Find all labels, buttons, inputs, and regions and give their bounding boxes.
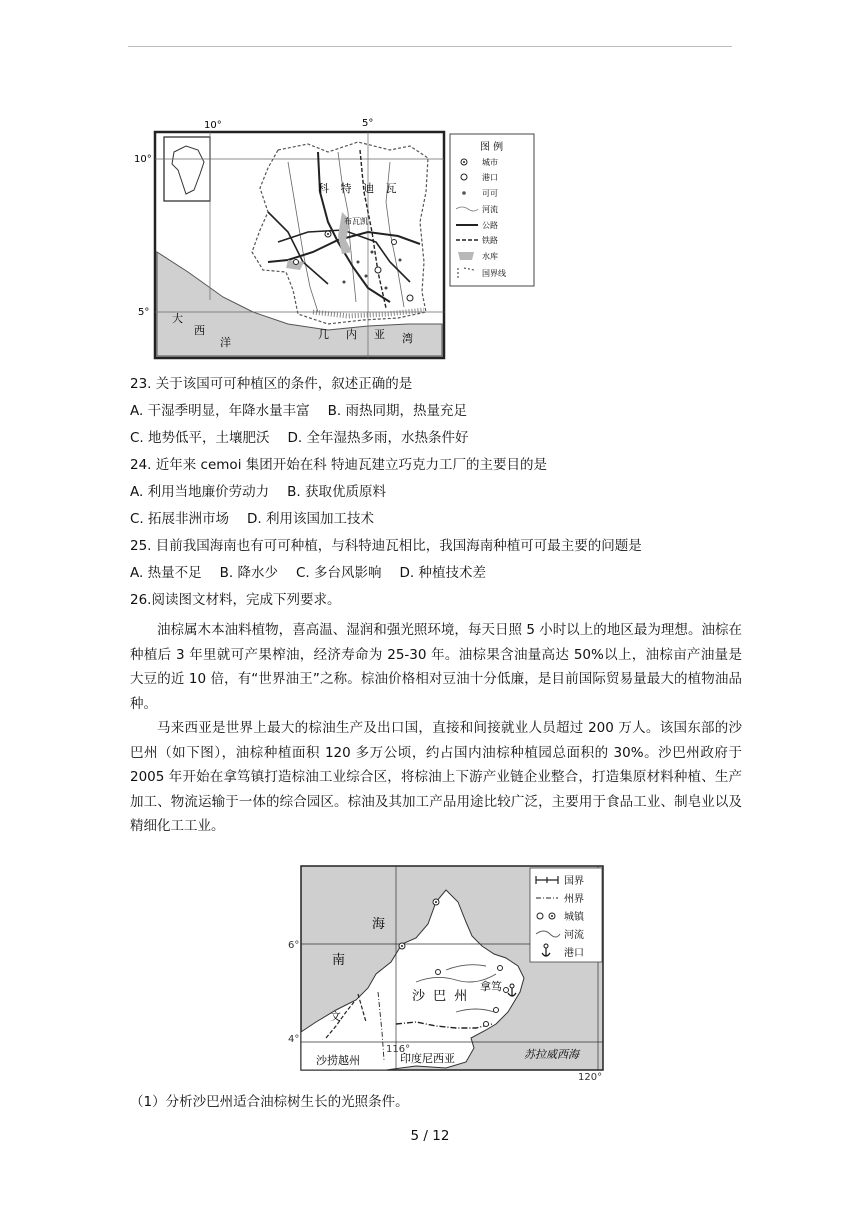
gulf-char: 亚	[374, 328, 385, 341]
brunei-label: 文	[330, 1010, 341, 1023]
q24-option-a[interactable]: A. 利用当地廉价劳动力	[130, 484, 270, 500]
q23-option-a[interactable]: A. 干湿季明显，年降水量丰富	[130, 403, 310, 419]
lat-label-6: 6°	[288, 940, 300, 951]
lahad-datu-label: 拿笃	[480, 980, 502, 993]
sabah-label: 沙 巴 州	[412, 989, 470, 1004]
legend-town: 城镇	[564, 912, 584, 923]
q23-options-row2	[130, 428, 487, 448]
q25-option-b[interactable]: B. 降水少	[219, 565, 278, 581]
sub-question-1: （1）分析沙巴州适合油棕树生长的光照条件。	[130, 1094, 409, 1110]
legend-railway: 铁路	[482, 236, 498, 245]
ocean-char: 大	[172, 312, 183, 325]
q24-options-row1	[130, 482, 404, 502]
q25-stem: 25. 目前我国海南也有可可种植，与科特迪瓦相比，我国海南种植可可最主要的问题是	[130, 538, 642, 554]
q23-option-c[interactable]: C. 地势低平，土壤肥沃	[130, 430, 270, 446]
q24-stem: 24. 近年来 cemoi 集团开始在科 特迪瓦建立巧克力工厂的主要目的是	[130, 457, 548, 473]
legend-title: 图 例	[480, 142, 504, 153]
gulf-char: 内	[346, 328, 357, 341]
sarawak-label: 沙捞越州	[316, 1054, 360, 1067]
lon-label-120: 120°	[578, 1072, 603, 1083]
country-label: 科 特 迪 瓦	[318, 182, 401, 195]
legend-cocoa: 可可	[482, 189, 498, 198]
header-rule	[128, 46, 732, 47]
south-sea-char: 海	[372, 917, 386, 932]
q25-option-d[interactable]: D. 种植技术差	[399, 565, 486, 581]
q23-stem: 23. 关于该国可可种植区的条件，叙述正确的是	[130, 376, 413, 392]
south-sea-char: 南	[332, 953, 346, 968]
legend-city: 城市	[482, 158, 498, 167]
ocean-char: 西	[194, 324, 205, 337]
legend-border: 国界线	[482, 269, 506, 278]
q25-option-c[interactable]: C. 多台风影响	[295, 565, 382, 581]
legend-national-border: 国界	[564, 876, 584, 887]
legend-reservoir: 水库	[482, 252, 498, 261]
sulu-sea-label: 苏拉威西海	[524, 1048, 579, 1061]
capital-label: 布瓦凯	[344, 217, 368, 226]
material-paragraph-1: 油棕属木本油料植物，喜高温、湿润和强光照环境，每天日照 5 小时以上的地区最为理想。油棕在种植后 3 年里就可产果榨油，经济寿命为 25-30 年。油棕果含油量高达 50%以上，油棕亩产油量是大豆的近 10 倍，有“世界油王”之称。棕油价格相对豆油十分低廉，是目前国际贸易量最大的植物油品种。	[130, 622, 742, 712]
lat-label-5: 5°	[138, 307, 150, 318]
legend-state-border: 州界	[564, 894, 584, 905]
q24-option-d[interactable]: D. 利用该国加工技术	[247, 511, 374, 527]
lon-label-116: 116°	[386, 1044, 411, 1055]
sabah-map	[288, 862, 608, 1084]
legend-river: 河流	[482, 205, 498, 214]
q23-option-d[interactable]: D. 全年湿热多雨，水热条件好	[287, 430, 469, 446]
q24-option-b[interactable]: B. 获取优质原料	[287, 484, 386, 500]
material-paragraph-2: 马来西亚是世界上最大的棕油生产及出口国，直接和间接就业人员超过 200 万人。该国东部的沙巴州（如下图），油棕种植面积 120 多万公顷，约占国内油棕种植园总面积的 30%。沙巴州政府于 2005 年开始在拿笃镇打造棕油工业综合区，将棕油上下游产业链企业整合，打造集原材料种植、生产加工、物流运输于一体的综合园区。棕油及其加工产品用途比较广泛，主要用于食品工业、制皂业以及精细化工工业。	[130, 720, 742, 834]
cote-divoire-map	[128, 112, 540, 364]
indonesia-label: 印度尼西亚	[400, 1052, 455, 1065]
legend-river: 河流	[564, 930, 584, 941]
gulf-char: 湾	[402, 332, 413, 345]
lat-label-10: 10°	[134, 154, 152, 165]
ocean-char: 洋	[220, 336, 231, 349]
lon-label-5: 5°	[362, 118, 374, 129]
q25-options-row	[130, 563, 504, 583]
gulf-char: 几	[318, 328, 329, 341]
q24-options-row2	[130, 509, 392, 529]
q26-stem: 26.阅读图文材料，完成下列要求。	[130, 592, 341, 608]
q23-options-row1	[130, 401, 485, 421]
legend-port: 港口	[482, 173, 498, 182]
legend-road: 公路	[482, 221, 498, 230]
page-number: 5 / 12	[410, 1128, 450, 1144]
q24-option-c[interactable]: C. 拓展非洲市场	[130, 511, 230, 527]
lat-label-4: 4°	[288, 1034, 300, 1045]
q25-option-a[interactable]: A. 热量不足	[130, 565, 202, 581]
lon-label-10: 10°	[204, 120, 222, 131]
q23-option-b[interactable]: B. 雨热同期，热量充足	[327, 403, 467, 419]
legend-port: 港口	[564, 948, 584, 959]
